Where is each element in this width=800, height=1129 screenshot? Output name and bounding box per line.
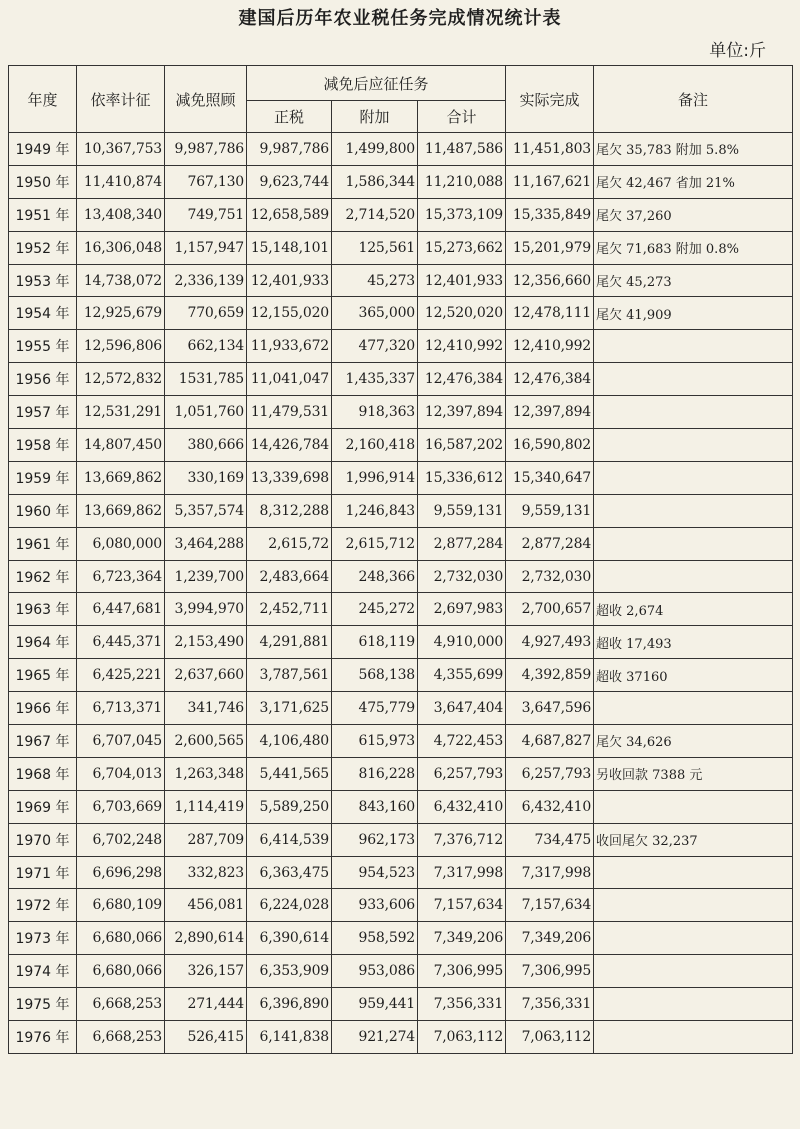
total-cell: 7,157,634 (418, 889, 506, 922)
surcharge-cell: 125,561 (332, 231, 418, 264)
note-cell (594, 461, 793, 494)
main-tax-cell: 8,312,288 (247, 494, 332, 527)
exempt-cell: 749,751 (165, 198, 247, 231)
main-tax-cell: 6,396,890 (247, 988, 332, 1021)
actual-cell: 11,167,621 (506, 165, 594, 198)
table-row (9, 527, 793, 560)
year-cell: 1964 年 (9, 626, 77, 659)
exempt-cell: 330,169 (165, 461, 247, 494)
note-cell (594, 396, 793, 429)
year-cell: 1961 年 (9, 527, 77, 560)
table-row (9, 165, 793, 198)
main-tax-cell: 13,339,698 (247, 461, 332, 494)
exempt-cell: 3,994,970 (165, 593, 247, 626)
exempt-cell: 2,336,139 (165, 264, 247, 297)
main-tax-cell: 9,987,786 (247, 133, 332, 166)
actual-cell: 734,475 (506, 823, 594, 856)
exempt-cell: 2,600,565 (165, 725, 247, 758)
header-rate: 依率计征 (77, 66, 165, 133)
actual-cell: 12,356,660 (506, 264, 594, 297)
total-cell: 3,647,404 (418, 692, 506, 725)
actual-cell: 6,432,410 (506, 790, 594, 823)
year-cell: 1968 年 (9, 757, 77, 790)
year-cell: 1955 年 (9, 330, 77, 363)
rate-cell: 6,713,371 (77, 692, 165, 725)
header-total: 合计 (418, 101, 506, 133)
exempt-cell: 2,890,614 (165, 922, 247, 955)
table-row (9, 659, 793, 692)
surcharge-cell: 953,086 (332, 955, 418, 988)
note-cell: 超收 37160 (594, 659, 793, 692)
total-cell: 16,587,202 (418, 429, 506, 462)
total-cell: 12,520,020 (418, 297, 506, 330)
exempt-cell: 1,114,419 (165, 790, 247, 823)
exempt-cell: 770,659 (165, 297, 247, 330)
page-title: 建国后历年农业税任务完成情况统计表 (238, 8, 562, 29)
rate-cell: 11,410,874 (77, 165, 165, 198)
year-cell: 1971 年 (9, 856, 77, 889)
actual-cell: 15,335,849 (506, 198, 594, 231)
surcharge-cell: 2,160,418 (332, 429, 418, 462)
actual-cell: 11,451,803 (506, 133, 594, 166)
rate-cell: 14,807,450 (77, 429, 165, 462)
rate-cell: 6,425,221 (77, 659, 165, 692)
main-tax-cell: 9,623,744 (247, 165, 332, 198)
surcharge-cell: 615,973 (332, 725, 418, 758)
note-cell: 尾欠 35,783 附加 5.8% (594, 133, 793, 166)
total-cell: 7,349,206 (418, 922, 506, 955)
surcharge-cell: 843,160 (332, 790, 418, 823)
year-cell: 1949 年 (9, 133, 77, 166)
total-cell: 4,355,699 (418, 659, 506, 692)
surcharge-cell: 962,173 (332, 823, 418, 856)
actual-cell: 2,732,030 (506, 560, 594, 593)
total-cell: 2,732,030 (418, 560, 506, 593)
year-cell: 1957 年 (9, 396, 77, 429)
note-cell: 另收回款 7388 元 (594, 757, 793, 790)
rate-cell: 6,680,066 (77, 955, 165, 988)
main-tax-cell: 6,353,909 (247, 955, 332, 988)
year-cell: 1958 年 (9, 429, 77, 462)
table-row (9, 790, 793, 823)
rate-cell: 6,447,681 (77, 593, 165, 626)
rate-cell: 12,925,679 (77, 297, 165, 330)
unit-label: 单位:斤 (709, 41, 766, 61)
main-tax-cell: 2,452,711 (247, 593, 332, 626)
table-row (9, 823, 793, 856)
rate-cell: 6,707,045 (77, 725, 165, 758)
actual-cell: 6,257,793 (506, 757, 594, 790)
actual-cell: 4,687,827 (506, 725, 594, 758)
exempt-cell: 2,153,490 (165, 626, 247, 659)
table-row (9, 330, 793, 363)
note-cell (594, 1021, 793, 1054)
year-cell: 1960 年 (9, 494, 77, 527)
total-cell: 7,306,995 (418, 955, 506, 988)
main-tax-cell: 12,658,589 (247, 198, 332, 231)
note-cell (594, 988, 793, 1021)
actual-cell: 7,063,112 (506, 1021, 594, 1054)
surcharge-cell: 2,714,520 (332, 198, 418, 231)
total-cell: 6,432,410 (418, 790, 506, 823)
main-tax-cell: 11,933,672 (247, 330, 332, 363)
rate-cell: 10,367,753 (77, 133, 165, 166)
exempt-cell: 341,746 (165, 692, 247, 725)
note-cell (594, 363, 793, 396)
year-cell: 1965 年 (9, 659, 77, 692)
rate-cell: 12,531,291 (77, 396, 165, 429)
table-row (9, 133, 793, 166)
total-cell: 4,722,453 (418, 725, 506, 758)
total-cell: 7,063,112 (418, 1021, 506, 1054)
header-year: 年度 (9, 66, 77, 133)
exempt-cell: 1,051,760 (165, 396, 247, 429)
main-tax-cell: 5,589,250 (247, 790, 332, 823)
surcharge-cell: 1,499,800 (332, 133, 418, 166)
main-tax-cell: 4,291,881 (247, 626, 332, 659)
actual-cell: 7,157,634 (506, 889, 594, 922)
year-cell: 1974 年 (9, 955, 77, 988)
note-cell (594, 856, 793, 889)
total-cell: 7,317,998 (418, 856, 506, 889)
header-main-tax: 正税 (247, 101, 332, 133)
year-cell: 1959 年 (9, 461, 77, 494)
year-cell: 1953 年 (9, 264, 77, 297)
main-tax-cell: 5,441,565 (247, 757, 332, 790)
note-cell (594, 560, 793, 593)
surcharge-cell: 1,246,843 (332, 494, 418, 527)
surcharge-cell: 475,779 (332, 692, 418, 725)
year-cell: 1963 年 (9, 593, 77, 626)
rate-cell: 13,669,862 (77, 494, 165, 527)
table-row (9, 626, 793, 659)
actual-cell: 3,647,596 (506, 692, 594, 725)
actual-cell: 12,410,992 (506, 330, 594, 363)
surcharge-cell: 959,441 (332, 988, 418, 1021)
total-cell: 7,376,712 (418, 823, 506, 856)
table-row (9, 461, 793, 494)
table-row (9, 988, 793, 1021)
table-row (9, 922, 793, 955)
table-row (9, 757, 793, 790)
surcharge-cell: 245,272 (332, 593, 418, 626)
note-cell: 超收 17,493 (594, 626, 793, 659)
table-row (9, 560, 793, 593)
table-row (9, 856, 793, 889)
main-tax-cell: 15,148,101 (247, 231, 332, 264)
total-cell: 15,273,662 (418, 231, 506, 264)
tax-table (8, 65, 793, 1054)
main-tax-cell: 11,479,531 (247, 396, 332, 429)
actual-cell: 7,356,331 (506, 988, 594, 1021)
exempt-cell: 287,709 (165, 823, 247, 856)
note-cell: 尾欠 34,626 (594, 725, 793, 758)
year-cell: 1969 年 (9, 790, 77, 823)
note-cell: 尾欠 42,467 省加 21% (594, 165, 793, 198)
total-cell: 2,697,983 (418, 593, 506, 626)
table-row (9, 692, 793, 725)
main-tax-cell: 14,426,784 (247, 429, 332, 462)
note-cell: 超收 2,674 (594, 593, 793, 626)
main-tax-cell: 12,401,933 (247, 264, 332, 297)
note-cell: 收回尾欠 32,237 (594, 823, 793, 856)
main-tax-cell: 3,787,561 (247, 659, 332, 692)
table-row (9, 494, 793, 527)
exempt-cell: 1,263,348 (165, 757, 247, 790)
main-tax-cell: 6,414,539 (247, 823, 332, 856)
surcharge-cell: 958,592 (332, 922, 418, 955)
header-exempt: 减免照顾 (165, 66, 247, 133)
table-row (9, 363, 793, 396)
table-row (9, 198, 793, 231)
year-cell: 1966 年 (9, 692, 77, 725)
total-cell: 12,401,933 (418, 264, 506, 297)
rate-cell: 12,596,806 (77, 330, 165, 363)
note-cell (594, 922, 793, 955)
surcharge-cell: 921,274 (332, 1021, 418, 1054)
surcharge-cell: 954,523 (332, 856, 418, 889)
rate-cell: 6,668,253 (77, 1021, 165, 1054)
table-row (9, 593, 793, 626)
total-cell: 11,210,088 (418, 165, 506, 198)
exempt-cell: 5,357,574 (165, 494, 247, 527)
surcharge-cell: 477,320 (332, 330, 418, 363)
surcharge-cell: 365,000 (332, 297, 418, 330)
actual-cell: 12,478,111 (506, 297, 594, 330)
actual-cell: 2,700,657 (506, 593, 594, 626)
note-cell (594, 494, 793, 527)
table-row (9, 1021, 793, 1054)
note-cell (594, 790, 793, 823)
total-cell: 12,476,384 (418, 363, 506, 396)
rate-cell: 6,080,000 (77, 527, 165, 560)
surcharge-cell: 45,273 (332, 264, 418, 297)
surcharge-cell: 1,435,337 (332, 363, 418, 396)
exempt-cell: 1,239,700 (165, 560, 247, 593)
total-cell: 15,373,109 (418, 198, 506, 231)
rate-cell: 6,704,013 (77, 757, 165, 790)
surcharge-cell: 2,615,712 (332, 527, 418, 560)
surcharge-cell: 816,228 (332, 757, 418, 790)
actual-cell: 16,590,802 (506, 429, 594, 462)
actual-cell: 12,397,894 (506, 396, 594, 429)
year-cell: 1970 年 (9, 823, 77, 856)
surcharge-cell: 618,119 (332, 626, 418, 659)
surcharge-cell: 568,138 (332, 659, 418, 692)
total-cell: 2,877,284 (418, 527, 506, 560)
main-tax-cell: 11,041,047 (247, 363, 332, 396)
table-row (9, 264, 793, 297)
actual-cell: 4,392,859 (506, 659, 594, 692)
main-tax-cell: 2,615,72 (247, 527, 332, 560)
total-cell: 7,356,331 (418, 988, 506, 1021)
actual-cell: 15,340,647 (506, 461, 594, 494)
year-cell: 1972 年 (9, 889, 77, 922)
year-cell: 1975 年 (9, 988, 77, 1021)
rate-cell: 14,738,072 (77, 264, 165, 297)
main-tax-cell: 2,483,664 (247, 560, 332, 593)
total-cell: 6,257,793 (418, 757, 506, 790)
note-cell (594, 527, 793, 560)
rate-cell: 6,668,253 (77, 988, 165, 1021)
rate-cell: 6,680,109 (77, 889, 165, 922)
main-tax-cell: 12,155,020 (247, 297, 332, 330)
table-row (9, 889, 793, 922)
rate-cell: 6,703,669 (77, 790, 165, 823)
main-tax-cell: 6,363,475 (247, 856, 332, 889)
year-cell: 1952 年 (9, 231, 77, 264)
rate-cell: 16,306,048 (77, 231, 165, 264)
note-cell: 尾欠 71,683 附加 0.8% (594, 231, 793, 264)
note-cell: 尾欠 41,909 (594, 297, 793, 330)
year-cell: 1973 年 (9, 922, 77, 955)
actual-cell: 12,476,384 (506, 363, 594, 396)
main-tax-cell: 6,390,614 (247, 922, 332, 955)
total-cell: 15,336,612 (418, 461, 506, 494)
exempt-cell: 271,444 (165, 988, 247, 1021)
actual-cell: 7,306,995 (506, 955, 594, 988)
exempt-cell: 326,157 (165, 955, 247, 988)
table-row (9, 231, 793, 264)
note-cell (594, 955, 793, 988)
year-cell: 1967 年 (9, 725, 77, 758)
main-tax-cell: 4,106,480 (247, 725, 332, 758)
total-cell: 12,410,992 (418, 330, 506, 363)
surcharge-cell: 933,606 (332, 889, 418, 922)
surcharge-cell: 1,996,914 (332, 461, 418, 494)
exempt-cell: 456,081 (165, 889, 247, 922)
surcharge-cell: 918,363 (332, 396, 418, 429)
table-row (9, 396, 793, 429)
total-cell: 4,910,000 (418, 626, 506, 659)
surcharge-cell: 1,586,344 (332, 165, 418, 198)
note-cell (594, 889, 793, 922)
surcharge-cell: 248,366 (332, 560, 418, 593)
exempt-cell: 526,415 (165, 1021, 247, 1054)
actual-cell: 7,349,206 (506, 922, 594, 955)
header-actual: 实际完成 (506, 66, 594, 133)
note-cell (594, 692, 793, 725)
rate-cell: 6,445,371 (77, 626, 165, 659)
exempt-cell: 1531,785 (165, 363, 247, 396)
main-tax-cell: 6,141,838 (247, 1021, 332, 1054)
main-tax-cell: 3,171,625 (247, 692, 332, 725)
header-note: 备注 (594, 66, 793, 133)
exempt-cell: 767,130 (165, 165, 247, 198)
rate-cell: 13,408,340 (77, 198, 165, 231)
actual-cell: 9,559,131 (506, 494, 594, 527)
exempt-cell: 332,823 (165, 856, 247, 889)
table-row (9, 297, 793, 330)
year-cell: 1954 年 (9, 297, 77, 330)
year-cell: 1956 年 (9, 363, 77, 396)
year-cell: 1962 年 (9, 560, 77, 593)
exempt-cell: 9,987,786 (165, 133, 247, 166)
exempt-cell: 662,134 (165, 330, 247, 363)
header-after-exemption: 减免后应征任务 (247, 66, 506, 101)
exempt-cell: 380,666 (165, 429, 247, 462)
header-surcharge: 附加 (332, 101, 418, 133)
main-tax-cell: 6,224,028 (247, 889, 332, 922)
rate-cell: 6,696,298 (77, 856, 165, 889)
rate-cell: 6,723,364 (77, 560, 165, 593)
total-cell: 11,487,586 (418, 133, 506, 166)
note-cell (594, 330, 793, 363)
total-cell: 12,397,894 (418, 396, 506, 429)
table-row (9, 725, 793, 758)
note-cell (594, 429, 793, 462)
exempt-cell: 2,637,660 (165, 659, 247, 692)
note-cell: 尾欠 45,273 (594, 264, 793, 297)
exempt-cell: 1,157,947 (165, 231, 247, 264)
rate-cell: 13,669,862 (77, 461, 165, 494)
year-cell: 1976 年 (9, 1021, 77, 1054)
table-row (9, 429, 793, 462)
rate-cell: 6,680,066 (77, 922, 165, 955)
year-cell: 1950 年 (9, 165, 77, 198)
actual-cell: 4,927,493 (506, 626, 594, 659)
note-cell: 尾欠 37,260 (594, 198, 793, 231)
rate-cell: 6,702,248 (77, 823, 165, 856)
table-row (9, 955, 793, 988)
actual-cell: 2,877,284 (506, 527, 594, 560)
exempt-cell: 3,464,288 (165, 527, 247, 560)
total-cell: 9,559,131 (418, 494, 506, 527)
actual-cell: 15,201,979 (506, 231, 594, 264)
actual-cell: 7,317,998 (506, 856, 594, 889)
rate-cell: 12,572,832 (77, 363, 165, 396)
year-cell: 1951 年 (9, 198, 77, 231)
